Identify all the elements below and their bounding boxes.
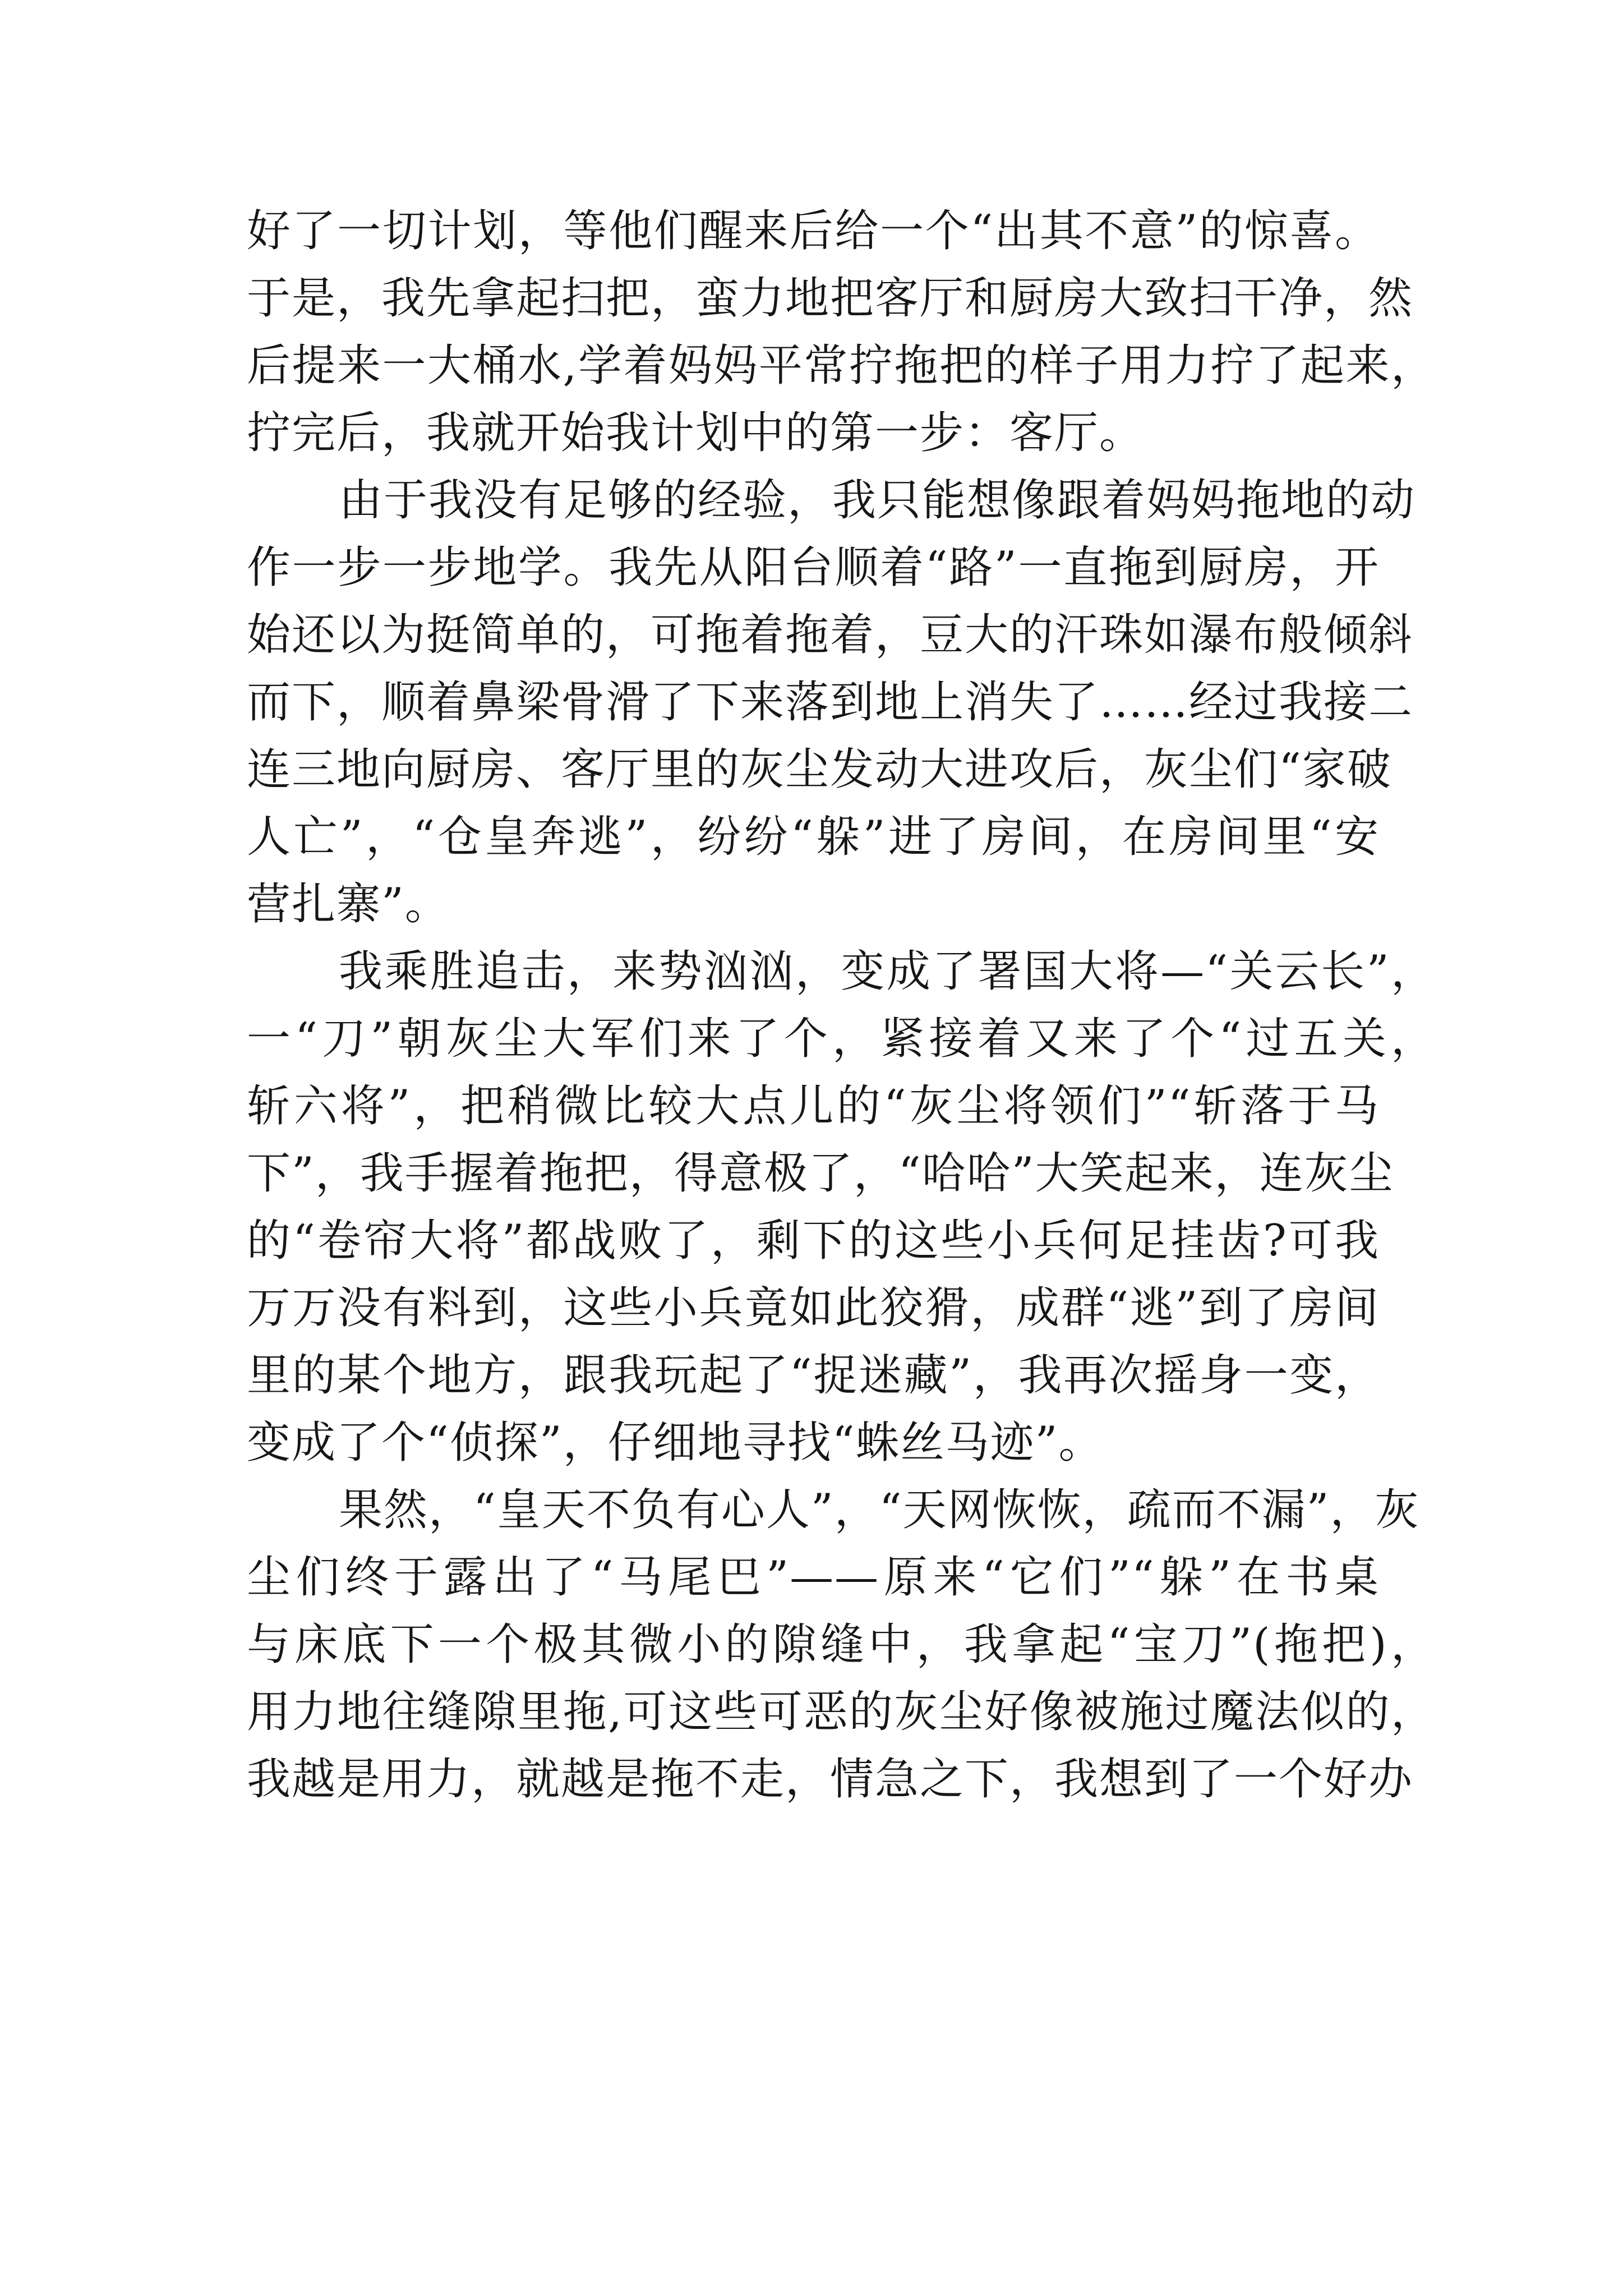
text-line: 由于我没有足够的经验，我只能想像跟着妈妈拖地的动 bbox=[339, 475, 1416, 526]
text-line: 果然，“皇天不负有心人”，“天网恢恢，疏而不漏”，灰 bbox=[339, 1485, 1420, 1535]
text-line: 下”，我手握着拖把，得意极了，“哈哈”大笑起来，连灰尘 bbox=[247, 1148, 1394, 1199]
text-line: 而下，顺着鼻梁骨滑了下来落到地上消失了……经过我接二 bbox=[247, 677, 1414, 728]
text-line: 连三地向厨房、客厅里的灰尘发动大进攻后，灰尘们“家破 bbox=[247, 744, 1392, 795]
paragraph-1 bbox=[247, 197, 1436, 467]
text-line: 万万没有料到，这些小兵竟如此狡猾，成群“逃”到了房间 bbox=[247, 1283, 1380, 1333]
paragraph-3 bbox=[247, 938, 1436, 1476]
text-line: 一“刀”朝灰尘大军们来了个，紧接着又来了个“过五关， bbox=[247, 1014, 1436, 1064]
document-body bbox=[247, 197, 1436, 1813]
paragraph-4 bbox=[247, 1476, 1436, 1813]
text-line: 作一步一步地学。我先从阳台顺着“路”一直拖到厨房，开 bbox=[247, 542, 1380, 593]
text-line: 用力地往缝隙里拖,可这些可恶的灰尘好像被施过魔法似的， bbox=[247, 1687, 1436, 1737]
text-line: 变成了个“侦探”，仔细地寻找“蛛丝马迹”。 bbox=[247, 1418, 1104, 1468]
text-line: 我越是用力，就越是拖不走，情急之下，我想到了一个好办 bbox=[247, 1754, 1414, 1805]
text-line: 与床底下一个极其微小的隙缝中，我拿起“宝刀”(拖把)， bbox=[247, 1619, 1436, 1670]
text-line: 我乘胜追击，来势汹汹，变成了署国大将—“关云长”， bbox=[339, 946, 1436, 997]
text-line: 里的某个地方，跟我玩起了“捉迷藏”，我再次摇身一变， bbox=[247, 1350, 1380, 1401]
text-line: 后提来一大桶水,学着妈妈平常拧拖把的样子用力拧了起来， bbox=[247, 341, 1436, 391]
text-line: 营扎寨”。 bbox=[247, 879, 450, 930]
text-line: 尘们终于露出了“马尾巴”——原来“它们”“躲”在书桌 bbox=[247, 1552, 1380, 1603]
text-line: 好了一切计划，等他们醒来后给一个“出其不意”的惊喜。 bbox=[247, 206, 1380, 256]
text-line: 拧完后，我就开始我计划中的第一步：客厅。 bbox=[247, 408, 1145, 458]
text-line: 于是，我先拿起扫把，蛮力地把客厅和厨房大致扫干净，然 bbox=[247, 273, 1414, 324]
text-line: 始还以为挺简单的，可拖着拖着，豆大的汗珠如瀑布般倾斜 bbox=[247, 610, 1414, 660]
text-line: 的“卷帘大将”都战败了，剩下的这些小兵何足挂齿?可我 bbox=[247, 1216, 1380, 1266]
paragraph-2 bbox=[247, 467, 1436, 938]
text-line: 斩六将”，把稍微比较大点儿的“灰尘将领们”“斩落于马 bbox=[247, 1081, 1380, 1131]
text-line: 人亡”，“仓皇奔逃”，纷纷“躲”进了房间，在房间里“安 bbox=[247, 812, 1380, 862]
